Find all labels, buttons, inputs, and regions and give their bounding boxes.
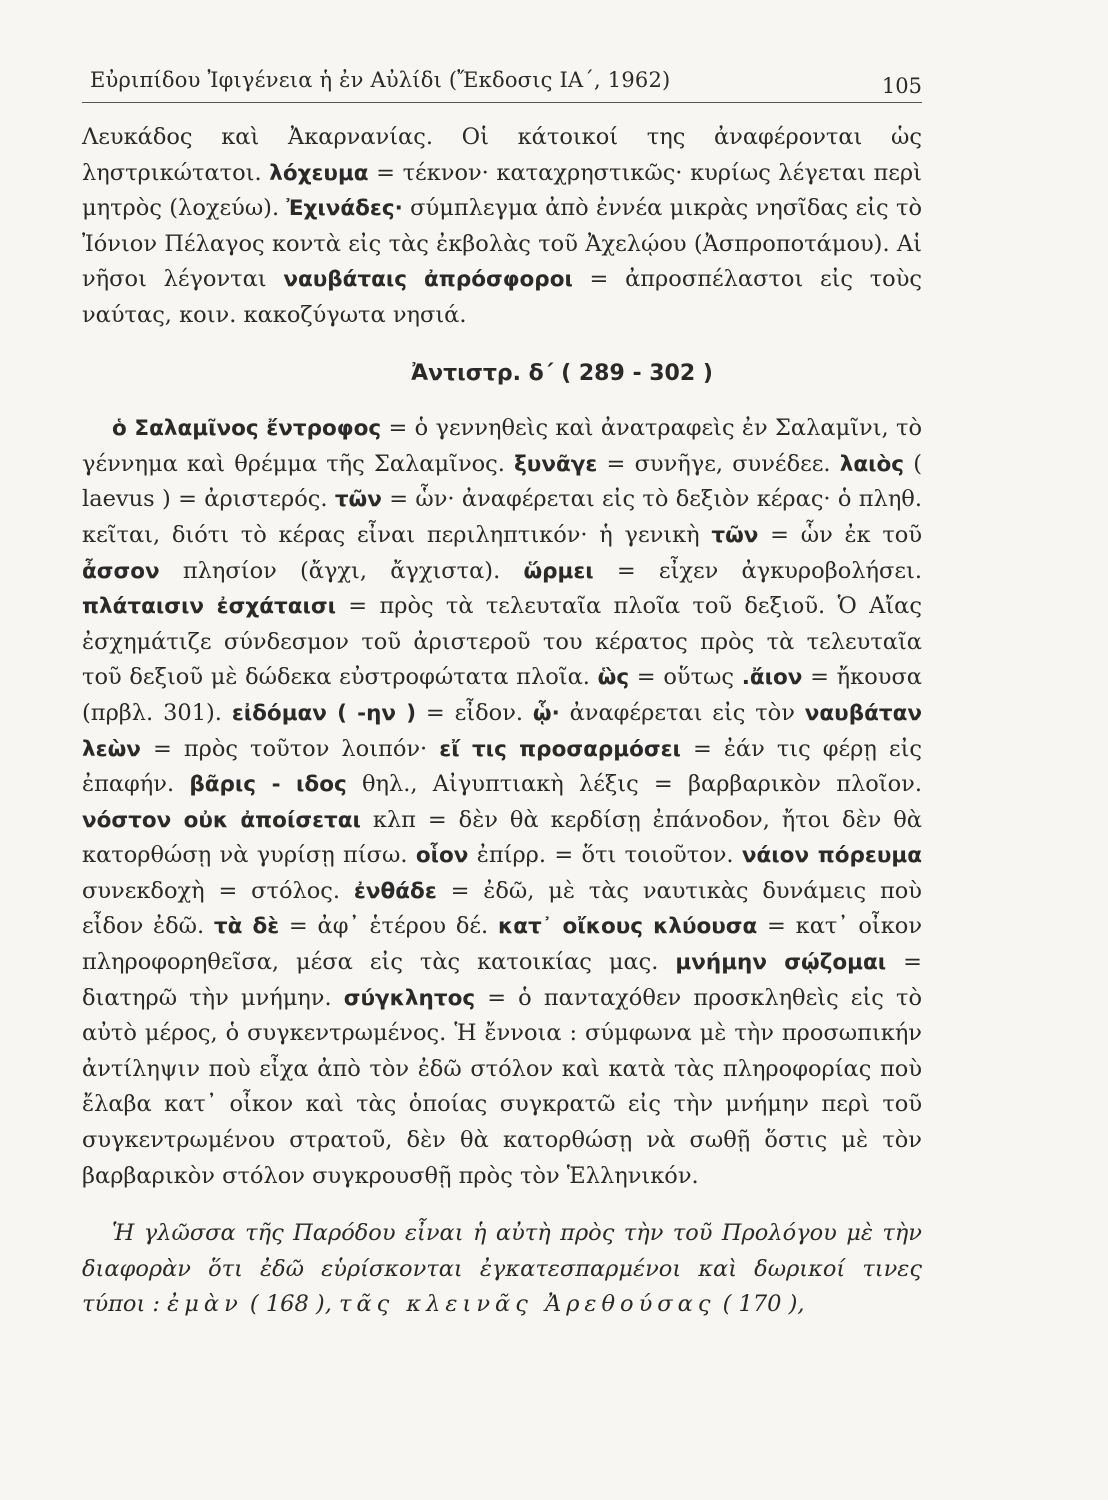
lemma: εἴ τις προσαρμόσει [439,736,681,762]
paragraph-commentary-2 [82,411,922,1194]
text: ( laevus ) = ἀριστερός. [82,450,923,513]
text: ἐπίρρ. = ὅτι τοιοῦτον. [468,842,742,869]
text: Ἡ γλῶσσα τῆς Παρόδου εἶναι ἡ αὐτὴ πρὸς τὴν τοῦ Προλόγου μὲ τὴν διαφορὰν ὅτι ἐδῶ εὑρίσκονται ἐγκατεσπαρμένοι καὶ δωρικοί τινες τύποι : [82,1220,922,1318]
lemma: βᾶρις - ιδος [189,772,347,798]
paragraph-commentary-1 [82,120,922,334]
spaced-word: ἐμὰν [167,1291,243,1318]
text: = πρὸς τὰ τελευταῖα πλοῖα τοῦ δεξιοῦ. Ὁ Αἴας ἐσχημάτιζε σύνδεσμον τοῦ ἀριστεροῦ του κέρατος πρὸς τὰ τελευταῖα τοῦ δεξιοῦ μὲ δώδεκα εὐστροφώτατα πλοῖα. [82,593,922,691]
text: = ἀπροσπέλαστοι εἰς τοὺς ναύτας, κοιν. κακοζύγωτα νησιά. [82,266,922,328]
text: = ὁ πανταχόθεν προσκληθεὶς εἰς τὸ αὐτὸ μέρος, ὁ συγκεντρωμένος. Ἡ ἔννοια : σύμφωνα μὲ τὴν προσωπικήν ἀντίληψιν ποὺ εἶχα ἀπὸ τὸν ἐδῶ στόλον καὶ κατὰ τὰς πληροφορίας ποὺ ἔλαβα κατ᾽ οἶκον καὶ τὰς ὁποίας συγκρατῶ εἰς τὴν μνήμην περὶ τοῦ συγκεντρωμένου στρατοῦ, δὲν θὰ κατορθώσῃ νὰ σωθῇ ὅστις μὲ τὸν βαρβαρικὸν στόλον συγκρουσθῇ πρὸς τὸν Ἑλληνικόν. [82,984,922,1189]
lemma: οἷον [415,843,469,869]
text: = κατ᾽ οἶκον πληροφορηθεῖσα, μέσα εἰς τὰς κατοικίας μας. [82,913,922,976]
header-rule [82,102,922,103]
lemma: εἰδόμαν ( -ην ) [231,700,417,726]
lemma: νόστον οὐκ ἀποίσεται [82,807,361,833]
text: = ἐάν τις φέρῃ εἰς ἐπαφήν. [82,735,922,798]
text: θηλ., Αἰγυπτιακὴ λέξις = βαρβαρικὸν πλοῖον. [346,771,922,798]
page-number: 105 [881,74,922,98]
lemma: .ἄιον [741,665,803,691]
lemma: μνήμην σῴζομαι [675,950,887,976]
spaced-word: τᾶς κλεινᾶς Ἀρεθούσας [339,1291,716,1318]
text: = διατηρῶ τὴν μνήμην. [82,949,922,1011]
text: Λευκάδος καὶ Ἀκαρνανίας. Οἱ κάτοικοί της ἀναφέρονται ὡς ληστρικώτατοι. [82,124,922,186]
text: πλησίον (ἄγχι, ἄγχιστα). [159,557,524,584]
lemma: τὰ δὲ [213,914,280,940]
text: = πρὸς τοῦτον λοιπόν· [140,735,440,762]
text: συνεκδοχὴ = στόλος. [82,877,354,904]
lemma: ἐνθάδε [353,878,437,904]
text: = ὧν ἐκ τοῦ [758,521,923,548]
lemma: νάιον πόρευμα [741,843,922,869]
lemma: ὥρμει [523,558,594,584]
section-heading: Ἀντιστρ. δ΄ ( 289 - 302 ) [411,360,713,386]
running-header [82,62,922,102]
paragraph-language-note [82,1216,922,1323]
text: = ὁ γεννηθεὶς καὶ ἀνατραφεὶς ἐν Σαλαμῖνι, τὸ γέννημα καὶ θρέμμα τῆς Σαλαμῖνος. [82,415,922,477]
text: σύμπλεγμα ἀπὸ ἐννέα μικρὰς νησῖδας εἰς τὸ Ἰόνιον Πέλαγος κοντὰ εἰς τὰς ἐκβολὰς τοῦ Ἀχελῴου (Ἀσπροποτάμου). Αἱ νῆσοι λέγονται [82,195,922,293]
text: = εἶχεν ἀγκυροβολήσει. [593,557,922,584]
lemma: ἆσσον [82,558,160,584]
lemma: ᾧ· [532,700,560,726]
running-title: Εὐριπίδου Ἰφιγένεια ἡ ἐν Αὐλίδι (Ἔκδοσις ΙΑ΄, 1962) [90,68,671,92]
lemma: τῶν [334,487,382,513]
lemma: ναυβάταν λεὼν [82,700,922,762]
text: ( 168 ), [242,1291,340,1318]
text: = τέκνον· καταχρηστικῶς· κυρίως λέγεται περὶ μητρὸς (λοχεύω). [82,159,922,222]
text: = ἀφ᾽ ἑτέρου δέ. [279,913,498,940]
text: = ὧν· ἀναφέρεται εἰς τὸ δεξιὸν κέρας· ὁ πληθ. κεῖται, διότι τὸ κέρας εἶναι περιληπτικόν· ἡ γενικὴ [82,486,922,548]
text: ( 170 ), [715,1291,805,1318]
lemma: πλάταισιν ἐσχάταισι [82,594,336,620]
body-text [82,120,922,1323]
text: = εἶδον. [416,699,533,726]
text: = συνῆγε, συνέδεε. [597,450,840,477]
lemma: ὣς [597,665,630,691]
lemma: κατ᾽ οἴκους κλύουσα [497,914,758,940]
lemma: λαιὸς [839,451,905,477]
text: = οὕτως [629,664,742,691]
lemma: Ἐχινάδες· [286,196,403,222]
lemma: ξυνᾶγε [514,451,598,477]
text: = ἐδῶ, μὲ τὰς ναυτικὰς δυνάμεις ποὺ εἶδον ἐδῶ. [82,877,922,940]
text: κλπ = δὲν θὰ κερδίσῃ ἐπάνοδον, ἤτοι δὲν θὰ κατορθώσῃ νὰ γυρίσῃ πίσω. [82,806,922,869]
lemma: τῶν [711,522,759,548]
lemma: ὁ Σαλαμῖνος ἔντροφος [112,416,382,442]
lemma: σύγκλητος [343,985,476,1011]
text: = ἤκουσα (πρβλ. 301). [82,664,923,726]
lemma: ναυβάταις ἀπρόσφοροι [283,267,573,293]
lemma: λόχευμα [269,160,369,186]
text: ἀναφέρεται εἰς τὸν [559,699,805,726]
